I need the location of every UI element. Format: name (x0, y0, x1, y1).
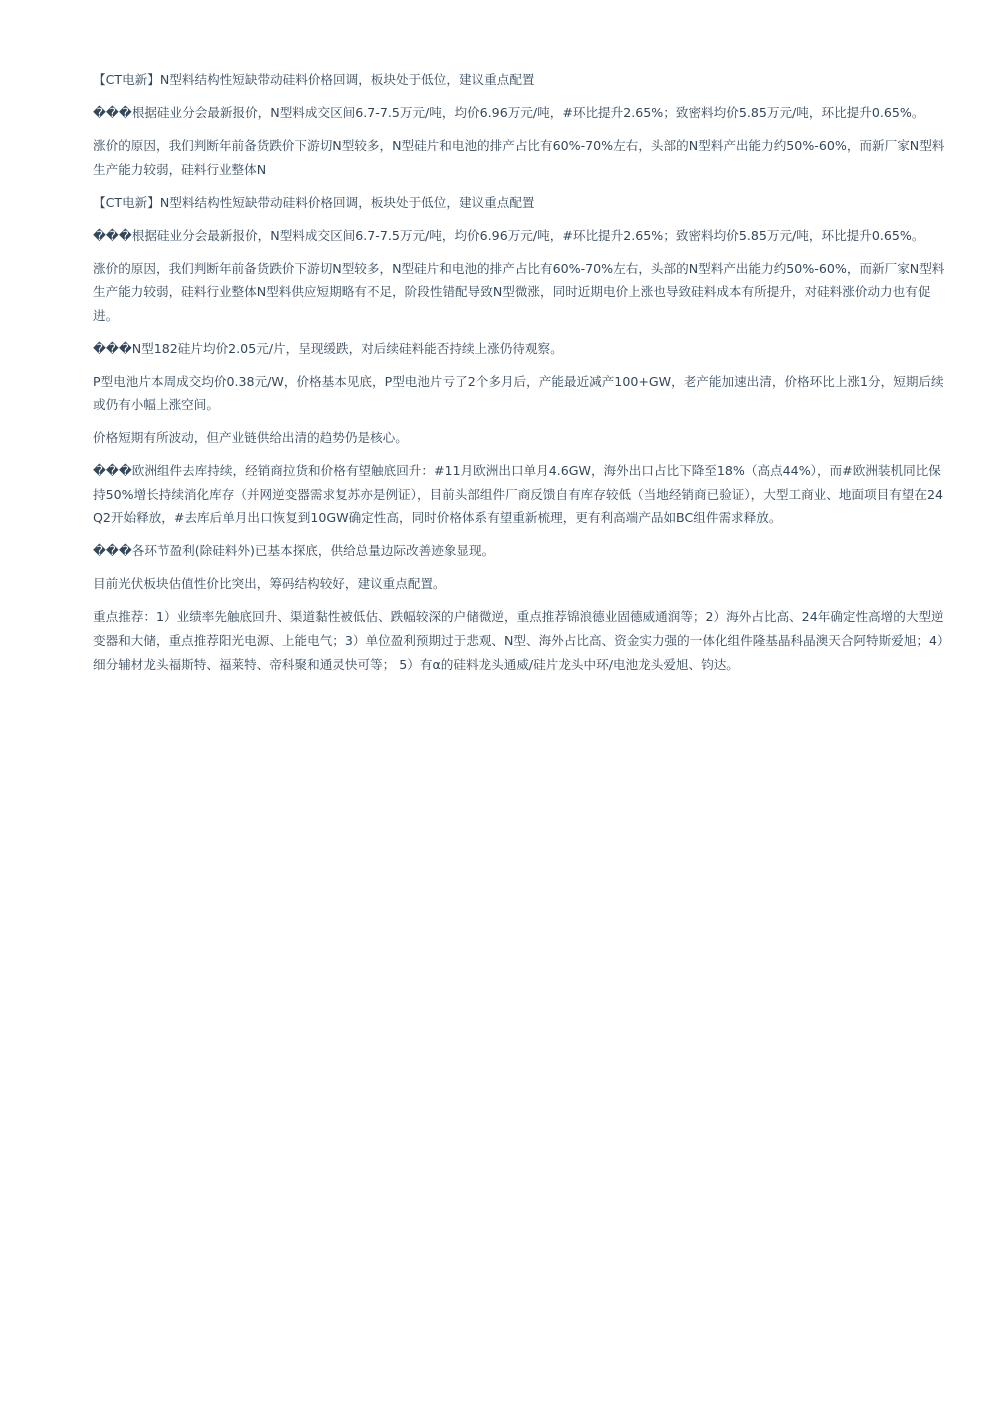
paragraph-price-quote: ���根据硅业分会最新报价，N型料成交区间6.7-7.5万元/吨，均价6.96万元/吨，#环比提升2.65%；致密料均价5.85万元/吨，环比提升0.65%。 (93, 104, 925, 120)
paragraph-cell-price: P型电池片本周成交均价0.38元/W，价格基本见底，P型电池片亏了2个多月后，产能最近减产100+GW，老产能加速出清，价格环比上涨1分，短期后续或仍有小幅上涨空间。 (93, 373, 944, 413)
paragraph-europe-modules: ���欧洲组件去库持续，经销商拉货和价格有望触底回升：#11月欧洲出口单月4.6GW，海外出口占比下降至18%（高点44%），而#欧洲装机同比保持50%增长持续消化库存（并网逆变器需求复苏亦是例证），目前头部组件厂商反馈自有库存较低（当地经销商已验证），大型工商业、地面项目有望在24Q2开始释放，#去库后单月出口恢复到10GW确定性高，同时价格体系有望重新梳理，更有利高端产品如BC组件需求释放。 (93, 463, 944, 526)
paragraph-wafer-price: ���N型182硅片均价2.05元/片，呈现缓跌，对后续硅料能否持续上涨仍待观察。 (93, 340, 563, 356)
paragraph-valuation: 目前光伏板块估值性价比突出，筹码结构较好，建议重点配置。 (93, 576, 446, 592)
paragraph-reason-full: 涨价的原因，我们判断年前备货跌价下游切N型较多，N型硅片和电池的排产占比有60%-70%左右，头部的N型料产出能力约50%-60%，而新厂家N型料生产能力较弱，硅料行业整体N型料供应短期略有不足，阶段性错配导致N型微涨，同时近期电价上涨也导致硅料成本有所提升，对硅料涨价动力也有促进。 (93, 260, 945, 323)
paragraph-title-repeat: 【CT电新】N型料结构性短缺带动硅料价格回调，板块处于低位，建议重点配置 (93, 194, 535, 210)
paragraph-trend: 价格短期有所波动，但产业链供给出清的趋势仍是核心。 (93, 430, 408, 446)
document-body (93, 68, 945, 686)
paragraph-reason: 涨价的原因，我们判断年前备货跌价下游切N型较多，N型硅片和电池的排产占比有60%-70%左右，头部的N型料产出能力约50%-60%，而新厂家N型料生产能力较弱，硅料行业整体N (93, 137, 945, 177)
paragraph-price-quote-repeat: ���根据硅业分会最新报价，N型料成交区间6.7-7.5万元/吨，均价6.96万元/吨，#环比提升2.65%；致密料均价5.85万元/吨，环比提升0.65%。 (93, 227, 925, 243)
paragraph-title: 【CT电新】N型料结构性短缺带动硅料价格回调，板块处于低位，建议重点配置 (93, 72, 535, 87)
paragraph-recommendations: 重点推荐：1）业绩率先触底回升、渠道黏性被低估、跌幅较深的户储微逆，重点推荐锦浪德业固德威通润等；2）海外占比高、24年确定性高增的大型逆变器和大储，重点推荐阳光电源、上能电气；3）单位盈利预期过于悲观、N型、海外占比高、资金实力强的一体化组件隆基晶科晶澳天合阿特斯爱旭；4）细分辅材龙头福斯特、福莱特、帝科聚和通灵快可等； 5）有α的硅料龙头通威/硅片龙头中环/电池龙头爱旭、钧达。 (93, 609, 944, 672)
paragraph-profitability: ���各环节盈利(除硅料外)已基本探底，供给总量边际改善迹象显现。 (93, 543, 495, 559)
